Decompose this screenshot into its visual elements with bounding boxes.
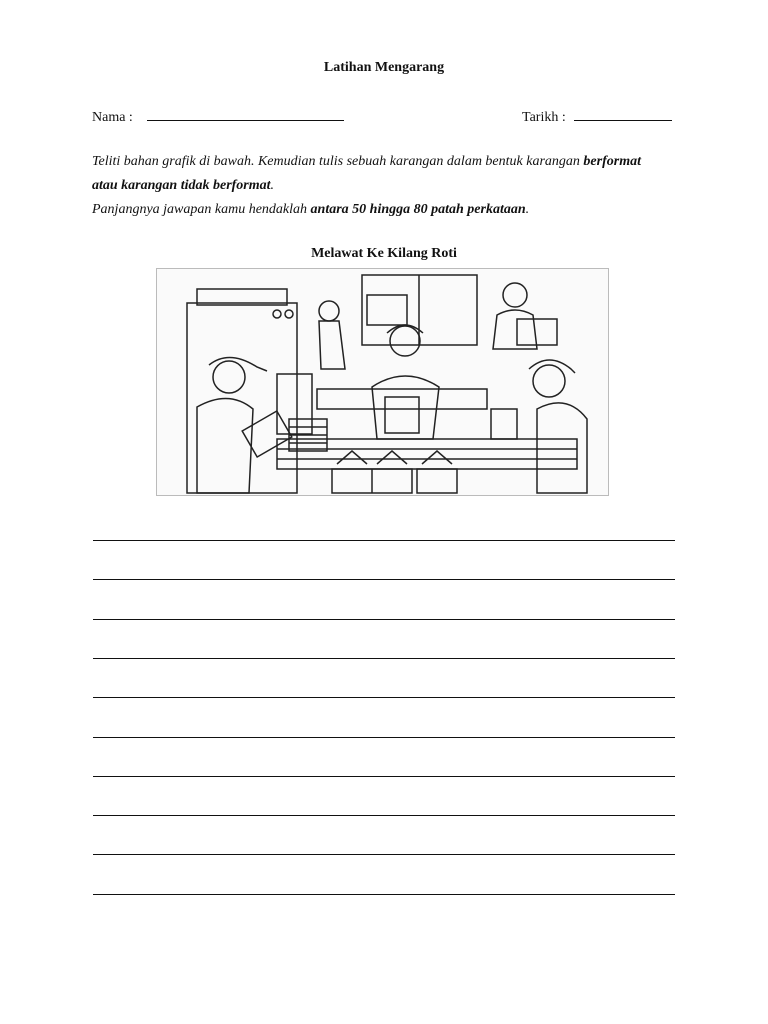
writing-line[interactable] xyxy=(93,854,675,855)
writing-line[interactable] xyxy=(93,579,675,580)
computer-monitor xyxy=(517,319,557,345)
instruction-emphasis: atau karangan tidak berformat xyxy=(92,178,271,193)
date-field xyxy=(522,106,672,126)
instruction-emphasis: antara 50 hingga 80 patah perkataan xyxy=(310,202,526,217)
instruction-emphasis: berformat xyxy=(583,154,641,169)
writing-line[interactable] xyxy=(93,776,675,777)
name-blank-line[interactable] xyxy=(147,106,344,121)
bakery-factory-illustration xyxy=(156,268,609,496)
instruction-line-3 xyxy=(92,198,682,222)
instruction-line-1 xyxy=(92,150,682,174)
worker-center-head xyxy=(390,326,420,356)
writing-line[interactable] xyxy=(93,540,675,541)
name-label: Nama : xyxy=(92,110,133,125)
delivery-truck xyxy=(367,295,407,325)
date-label: Tarikh : xyxy=(522,110,566,125)
instruction-text: . xyxy=(270,178,275,193)
writing-line[interactable] xyxy=(93,658,675,659)
worker-left-head xyxy=(213,361,245,393)
writing-line[interactable] xyxy=(93,697,675,698)
worksheet-title: Latihan Mengarang xyxy=(323,60,445,75)
worker-back-head xyxy=(319,301,339,321)
name-field xyxy=(92,106,344,126)
bread-boxes xyxy=(332,469,457,493)
instruction-text: . xyxy=(525,202,530,217)
writing-line[interactable] xyxy=(93,737,675,738)
worker-right-head xyxy=(533,365,565,397)
writing-line[interactable] xyxy=(93,619,675,620)
instructions xyxy=(92,150,682,222)
writing-line[interactable] xyxy=(93,815,675,816)
oven-machine xyxy=(187,303,297,493)
factory-drawing xyxy=(157,269,608,495)
instruction-line-2 xyxy=(92,174,682,198)
date-blank-line[interactable] xyxy=(574,106,672,121)
writing-line[interactable] xyxy=(93,894,675,895)
instruction-text: Panjangnya jawapan kamu hendaklah xyxy=(92,202,311,217)
worker-desk-head xyxy=(503,283,527,307)
instruction-text: Teliti bahan grafik di bawah. Kemudian tulis sebuah karangan dalam bentuk karangan xyxy=(92,154,584,169)
picture-title: Melawat Ke Kilang Roti xyxy=(311,246,457,261)
